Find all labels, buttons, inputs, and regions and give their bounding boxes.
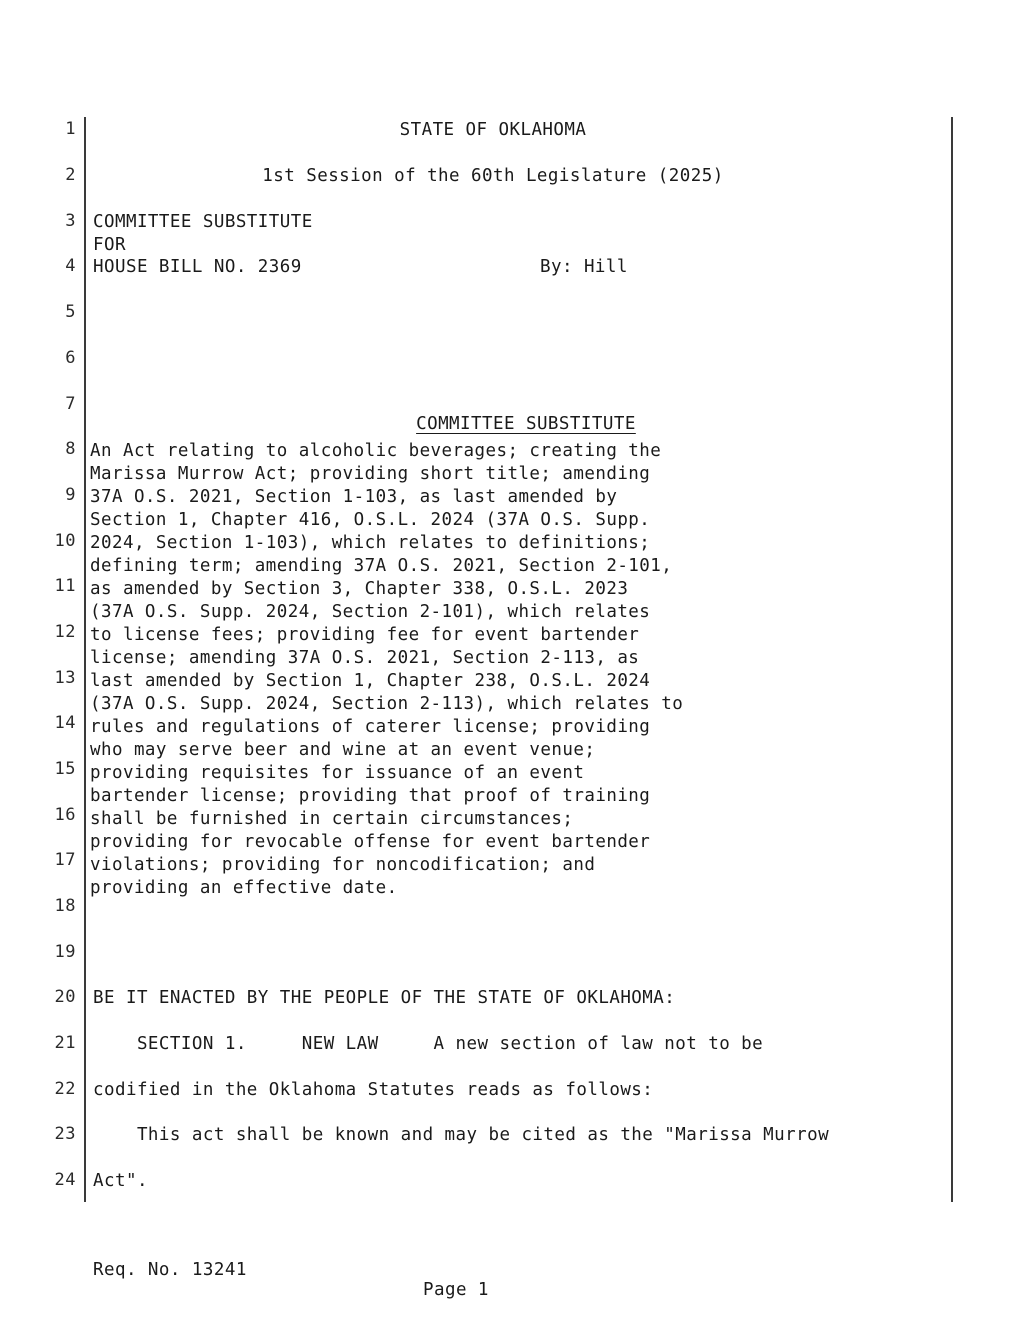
enacting-clause: BE IT ENACTED BY THE PEOPLE OF THE STATE OF OKLAHOMA:	[93, 988, 676, 1008]
short-title-continuation: Act".	[93, 1171, 148, 1191]
title-heading-text: COMMITTEE SUBSTITUTE	[416, 414, 636, 434]
title-block-line: Section 1, Chapter 416, O.S.L. 2024 (37A O.S. Supp.	[90, 510, 651, 530]
page-footer	[93, 1240, 953, 1320]
title-block-line: providing an effective date.	[90, 878, 398, 898]
line-number: 1	[65, 119, 76, 139]
for-label: FOR	[93, 235, 126, 255]
line-number: 7	[65, 394, 76, 414]
title-block-line: rules and regulations of caterer license; providing	[90, 717, 651, 737]
section-1-continuation: codified in the Oklahoma Statutes reads as follows:	[93, 1080, 654, 1100]
line-number: 2	[65, 165, 76, 185]
title-block-line: as amended by Section 3, Chapter 338, O.S.L. 2023	[90, 579, 629, 599]
title-block-line: An Act relating to alcoholic beverages; creating the	[90, 441, 662, 461]
line-number: 16	[54, 805, 76, 825]
title-block-line: (37A O.S. Supp. 2024, Section 2-101), which relates	[90, 602, 651, 622]
line-number: 14	[54, 713, 76, 733]
line-number: 8	[65, 439, 76, 459]
committee-substitute-label: COMMITTEE SUBSTITUTE	[93, 212, 313, 232]
short-title-line: This act shall be known and may be cited as the "Marissa Murrow	[93, 1125, 830, 1145]
title-block-line: shall be furnished in certain circumstances;	[90, 809, 574, 829]
line-number: 3	[65, 211, 76, 231]
bill-author: By: Hill	[540, 257, 628, 277]
line-number: 13	[54, 668, 76, 688]
line-number: 11	[54, 576, 76, 596]
line-number: 4	[65, 256, 76, 276]
line-number: 23	[54, 1124, 76, 1144]
title-block-line: providing requisites for issuance of an event	[90, 763, 585, 783]
title-block-line: last amended by Section 1, Chapter 238, O.S.L. 2024	[90, 671, 651, 691]
title-block-line: defining term; amending 37A O.S. 2021, Section 2-101,	[90, 556, 673, 576]
line-number: 20	[54, 987, 76, 1007]
right-margin-rule	[951, 117, 953, 1202]
title-block-line: 2024, Section 1-103), which relates to definitions;	[90, 533, 651, 553]
title-block-line: providing for revocable offense for event bartender	[90, 832, 651, 852]
request-number: Req. No. 13241	[93, 1260, 247, 1280]
title-block-line: who may serve beer and wine at an event venue;	[90, 740, 596, 760]
line-number: 10	[54, 531, 76, 551]
line-number: 21	[54, 1033, 76, 1053]
bill-number: HOUSE BILL NO. 2369	[93, 257, 302, 277]
title-block-line: (37A O.S. Supp. 2024, Section 2-113), which relates to	[90, 694, 684, 714]
line-number: 9	[65, 485, 76, 505]
bill-title-block	[90, 440, 790, 900]
title-block-line: to license fees; providing fee for event bartender	[90, 625, 640, 645]
line-number: 12	[54, 622, 76, 642]
line-number-gutter	[0, 0, 76, 1325]
left-margin-rule	[84, 117, 86, 1202]
line-number: 6	[65, 348, 76, 368]
line-number: 22	[54, 1079, 76, 1099]
title-block-line: Marissa Murrow Act; providing short title; amending	[90, 464, 651, 484]
title-block-line: 37A O.S. 2021, Section 1-103, as last amended by	[90, 487, 618, 507]
session-heading: 1st Session of the 60th Legislature (2025)	[262, 166, 724, 186]
line-number: 19	[54, 942, 76, 962]
title-block-line: violations; providing for noncodification; and	[90, 855, 596, 875]
line-number: 17	[54, 850, 76, 870]
state-heading: STATE OF OKLAHOMA	[399, 120, 587, 140]
page-number: Page 1	[423, 1280, 489, 1300]
line-number: 5	[65, 302, 76, 322]
line-number: 18	[54, 896, 76, 916]
title-block-line: bartender license; providing that proof of training	[90, 786, 651, 806]
title-block-line: license; amending 37A O.S. 2021, Section 2-113, as	[90, 648, 640, 668]
section-1-line: SECTION 1. NEW LAW A new section of law not to be	[93, 1034, 764, 1054]
line-number: 24	[54, 1170, 76, 1190]
line-number: 15	[54, 759, 76, 779]
